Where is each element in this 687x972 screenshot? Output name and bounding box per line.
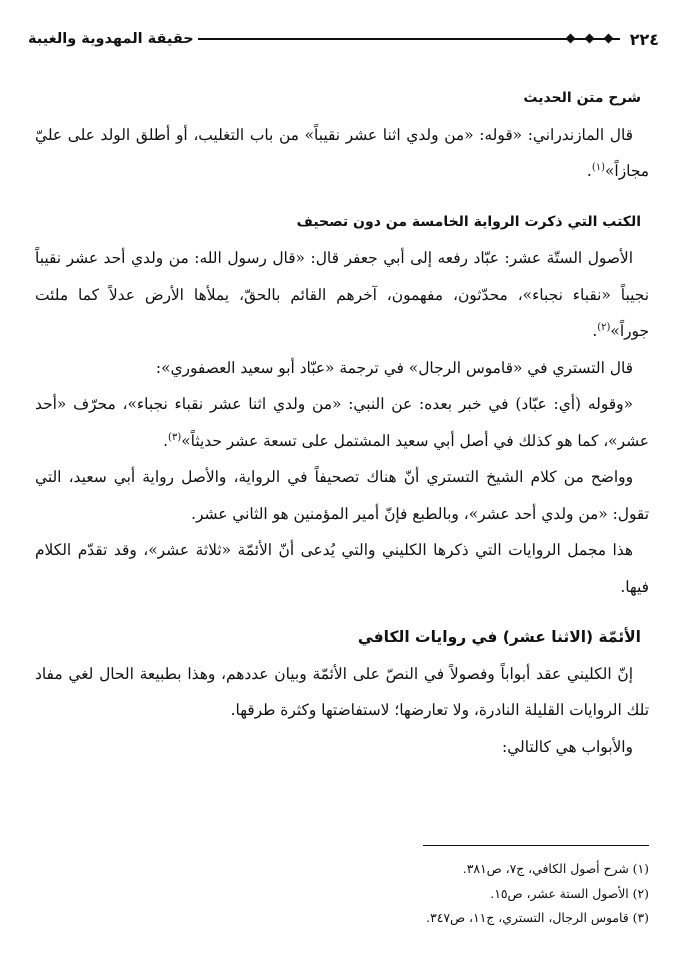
- paragraph: [35, 386, 649, 459]
- paragraph-text: قال المازندراني: «قوله: «من ولدي اثنا عشر نقيباً» من باب التغليب، أو أطلق الولد على عليّ مجازاً»: [35, 125, 649, 180]
- footnote-ref: (٢): [597, 321, 611, 333]
- footnote-item: (٣) قاموس الرجال، التستري، ج١١، ص٣٤٧.: [426, 910, 649, 925]
- footnote-item: (٢) الأصول الستة عشر، ص١٥.: [490, 885, 649, 901]
- header-ornament: [567, 33, 612, 42]
- section-heading: شرح متن الحديث: [523, 90, 641, 106]
- paragraph: قال التستري في «قاموس الرجال» في ترجمة «عبّاد أبو سعيد العصفوري»:: [155, 358, 633, 377]
- section-heading: الأئمّة (الاثنا عشر) في روايات الكافي: [357, 628, 641, 646]
- paragraph-text: «وقوله (أي: عبّاد) في خبر بعده: عن النبي: «من ولدي اثنا عشر نقباء نجباء»، محرّف «أحد عشر»، كما هو كذلك في أصل أبي سعيد المشتمل على تسعة عشر حديثاً»: [35, 395, 649, 450]
- paragraph-end: .: [586, 162, 592, 180]
- footnote-ref: (١): [591, 161, 605, 173]
- main-text: [35, 80, 649, 765]
- paragraph-end: .: [592, 322, 598, 340]
- paragraph-text: الأصول الستّة عشر: عبّاد رفعه إلى أبي جعفر قال: «قال رسول الله: من ولدي أحد عشر نقيباً نجيباً «نقباء نجباء»، محدّثون، مفهمون، آخرهم القائم بالحقّ، يملأها الأرض عدلاً كما ملئت جوراً»: [35, 249, 649, 340]
- header-line: [198, 38, 620, 40]
- footnotes: [200, 857, 649, 931]
- paragraph: وواضح من كلام الشيخ التستري أنّ هناك تصحيفاً في الرواية، والأصل رواية أبي سعيد، التي تقول: «من ولدي أحد عشر»، وبالطبع فإنّ أمير المؤمنين هو الثاني عشر.: [35, 468, 649, 523]
- header-rule: [198, 32, 620, 46]
- footnote-separator: [423, 845, 649, 846]
- paragraph: هذا مجمل الروايات التي ذكرها الكليني والتي يُدعى أنّ الأئمّة «ثلاثة عشر»، وقد تقدّم الكلام فيها.: [35, 541, 649, 596]
- page-number: ٢٢٤: [629, 29, 659, 49]
- paragraph: [35, 117, 649, 190]
- running-header: [28, 26, 659, 52]
- section-heading: الكتب التي ذكرت الرواية الخامسة من دون تصحيف: [296, 213, 641, 230]
- paragraph: والأبواب هي كالتالي:: [502, 737, 633, 756]
- paragraph-end: .: [163, 431, 169, 450]
- paragraph: إنّ الكليني عقد أبواباً وفصولاً في النصّ على الأئمّة وبيان عددهم، وهذا بطبيعة الحال لغي مفاد تلك الروايات القليلة النادرة، ولا تعارضها؛ لاستفاضتها وكثرة طرقها.: [35, 664, 649, 719]
- footnote-item: (١) شرح أصول الكافي، ج٧، ص٣٨١.: [462, 861, 649, 876]
- paragraph: [35, 240, 649, 350]
- book-title: حقيقة المهدوية والغيبة: [28, 31, 194, 47]
- footnote-ref: (٣): [168, 431, 182, 443]
